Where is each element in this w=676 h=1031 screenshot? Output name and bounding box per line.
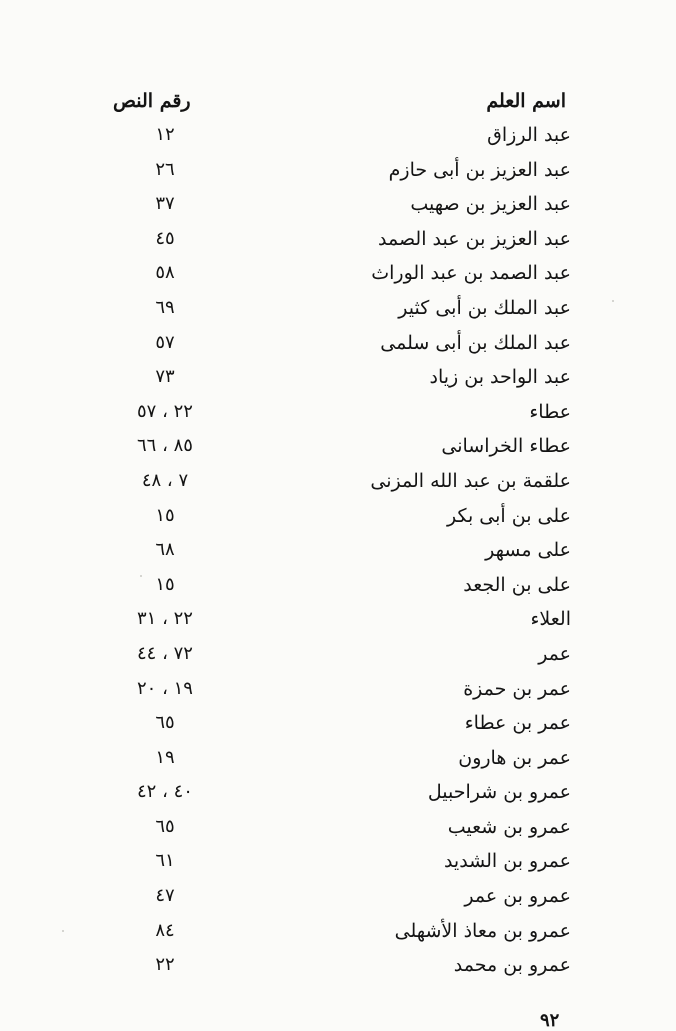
entry-text-numbers: ٢٢ [155,954,175,976]
index-entry-row [0,604,676,639]
entry-name: عبد الصمد بن عبد الوراث [371,262,571,285]
entry-name: عبد العزيز بن أبى حازم [388,158,571,181]
index-entry-row [0,224,676,259]
entry-text-numbers: ٧٣ [155,366,175,388]
entry-text-numbers: ٦٥ [155,815,175,837]
entry-name: على مسهر [485,539,571,562]
name-column-header: اسم العلم [486,90,566,112]
entry-name: عمرو بن الشديد [443,850,571,873]
index-entry-row [0,328,676,363]
entry-text-numbers: ٨٥ ، ٦٦ [137,435,193,457]
entry-name: عبد الملك بن أبى سلمى [380,331,571,354]
index-entry-row [0,743,676,778]
entry-name: علقمة بن عبد الله المزنى [370,469,571,492]
number-column-header: رقم النص [113,90,191,112]
entry-text-numbers: ١٩ [155,746,175,768]
entry-text-numbers: ١٢ [155,124,175,145]
entry-text-numbers: ٤٠ ، ٤٢ [137,781,193,803]
entry-text-numbers: ٢٦ [155,158,175,180]
entry-name: عبد الرزاق [487,124,571,146]
entry-text-numbers: ٦٨ [155,539,175,561]
entry-text-numbers: ٤٧ [155,885,175,907]
index-entry-row [0,950,676,985]
entry-name: على بن أبى بكر [446,504,571,527]
index-entry-row [0,120,676,155]
entry-text-numbers: ٦٥ [155,712,175,734]
index-entry-row [0,881,676,916]
entry-text-numbers: ٢٢ ، ٥٧ [137,400,193,422]
index-entry-row [0,535,676,570]
entry-text-numbers: ٥٧ [155,331,175,353]
entry-name: عمر بن عطاء [464,712,571,735]
entry-text-numbers: ١٥ [155,573,175,595]
entry-name: عبد العزيز بن صهيب [410,193,571,216]
index-entry-row [0,431,676,466]
index-entry-row [0,570,676,605]
entry-text-numbers: ٧٢ ، ٤٤ [137,642,193,664]
entry-name: عبد الواحد بن زياد [429,366,571,389]
index-entry-row [0,812,676,847]
index-entry-row [0,293,676,328]
index-entry-row [0,466,676,501]
entry-name: عطاء الخراسانى [441,435,571,458]
entry-text-numbers: ٦١ [155,850,175,872]
index-header [0,90,676,124]
entry-text-numbers: ٦٩ [155,296,175,318]
entry-name: عمر [538,642,571,665]
index-entries [0,120,676,985]
index-entry-row [0,916,676,951]
entry-name: عمر بن هارون [458,746,571,769]
entry-text-numbers: ٢٢ ، ٣١ [137,608,193,630]
entry-text-numbers: ٧ ، ٤٨ [141,469,189,491]
index-entry-row [0,777,676,812]
index-entry-row [0,639,676,674]
entry-text-numbers: ٤٥ [155,227,175,249]
index-entry-row [0,362,676,397]
index-entry-row [0,674,676,709]
index-entry-row [0,397,676,432]
entry-name: عمرو بن شعيب [447,815,571,838]
entry-text-numbers: ٣٧ [155,193,175,215]
index-entry-row [0,155,676,190]
index-entry-row [0,846,676,881]
entry-text-numbers: ٥٨ [155,262,175,284]
entry-name: عمرو بن محمد [453,954,571,977]
entry-name: عمرو بن شراحبيل [427,781,571,804]
index-entry-row [0,189,676,224]
entry-name: عطاء [529,400,571,423]
index-entry-row [0,501,676,536]
entry-name: عمرو بن معاذ الأشهلى [394,919,571,942]
entry-name: عبد الملك بن أبى كثير [398,296,571,319]
entry-name: عمر بن حمزة [463,677,571,700]
entry-name: العلاء [530,608,571,631]
entry-name: على بن الجعد [463,573,571,596]
index-entry-row [0,708,676,743]
entry-name: عبد العزيز بن عبد الصمد [378,227,571,250]
entry-name: عمرو بن عمر [464,885,571,908]
entry-text-numbers: ٨٤ [155,919,175,941]
page-number: ٩٢ [540,1010,560,1031]
entry-text-numbers: ١٥ [155,504,175,526]
entry-text-numbers: ١٩ ، ٢٠ [137,677,193,699]
index-entry-row [0,258,676,293]
